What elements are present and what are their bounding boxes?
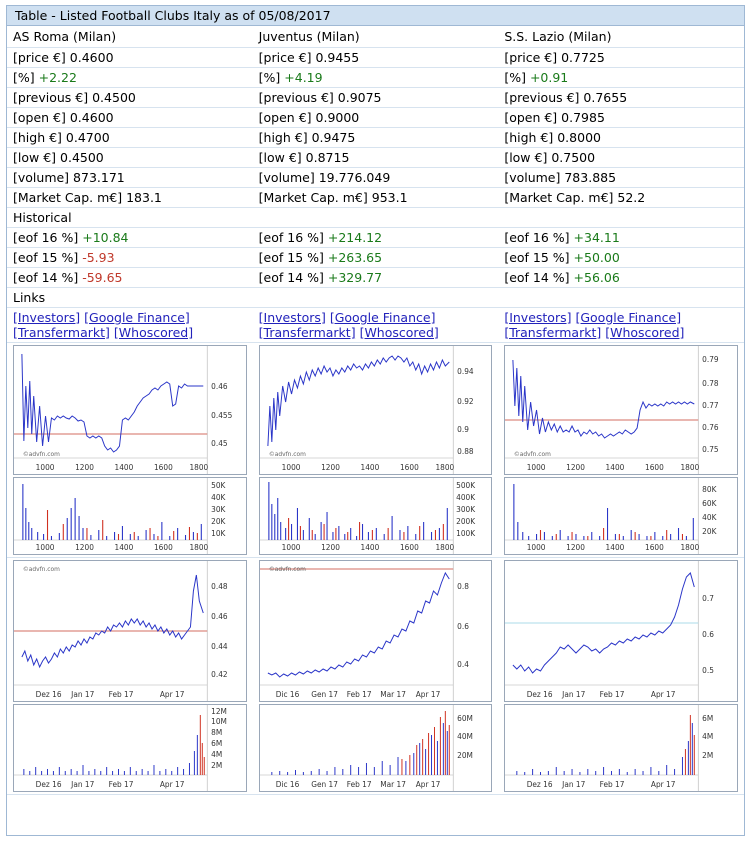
svg-text:1400: 1400 <box>114 542 134 553</box>
svg-text:1200: 1200 <box>320 462 340 473</box>
svg-text:6M: 6M <box>211 738 223 749</box>
low-cell <box>253 148 499 168</box>
svg-text:1600: 1600 <box>153 462 173 473</box>
svg-text:©advfn.com: ©advfn.com <box>268 565 306 574</box>
table-row-high <box>7 128 744 148</box>
svg-text:2M: 2M <box>211 760 223 771</box>
svg-text:0.5: 0.5 <box>702 665 715 676</box>
svg-text:1400: 1400 <box>114 462 134 473</box>
svg-text:©advfn.com: ©advfn.com <box>22 565 60 574</box>
daily-chart-cell-lazio <box>498 558 744 795</box>
market-cap-label: [Market Cap. m€] <box>504 190 614 205</box>
quote-table <box>7 26 744 795</box>
open-value: 0.9000 <box>315 110 360 125</box>
market-cap-value: 52.2 <box>617 190 646 205</box>
intraday-price-chart-roma[interactable] <box>13 345 247 475</box>
svg-text:0.4: 0.4 <box>456 659 469 670</box>
link-investors[interactable]: [Investors] <box>258 310 326 325</box>
table-row-historical-header <box>7 208 744 228</box>
eof14-label: [eof 14 %] <box>13 270 79 285</box>
svg-text:©advfn.com: ©advfn.com <box>268 450 306 459</box>
volume-cell <box>253 168 499 188</box>
percent-cell <box>7 68 253 88</box>
high-label: [high €] <box>504 130 554 145</box>
volume-label: [volume] <box>258 170 315 185</box>
daily-volume-chart-juventus[interactable] <box>259 704 493 792</box>
market-cap-value: 183.1 <box>126 190 162 205</box>
table-row-eof14 <box>7 268 744 288</box>
open-cell <box>253 108 499 128</box>
eof14-value: -59.65 <box>82 270 123 285</box>
svg-text:Jan 17: Jan 17 <box>71 779 95 790</box>
table-row-club-names <box>7 26 744 48</box>
svg-text:Dez 16: Dez 16 <box>527 689 553 700</box>
eof14-label: [eof 14 %] <box>504 270 570 285</box>
svg-text:1600: 1600 <box>645 462 665 473</box>
svg-text:0.48: 0.48 <box>211 581 228 592</box>
low-value: 0.8715 <box>305 150 350 165</box>
section-header-spacer <box>498 288 744 308</box>
table-row-volume <box>7 168 744 188</box>
svg-text:Dic 16: Dic 16 <box>275 689 299 700</box>
eof15-label: [eof 15 %] <box>258 250 324 265</box>
eof15-value: +50.00 <box>573 250 620 265</box>
link-google-finance[interactable]: [Google Finance] <box>329 310 436 325</box>
daily-chart-cell-roma <box>7 558 253 795</box>
eof16-value: +214.12 <box>327 230 383 245</box>
percent-label: [%] <box>13 70 35 85</box>
previous-value: 0.7655 <box>583 90 628 105</box>
quote-table-wrapper <box>7 26 744 795</box>
svg-text:60K: 60K <box>702 498 717 509</box>
eof15-label: [eof 15 %] <box>504 250 570 265</box>
link-transfermarkt[interactable]: [Transfermarkt] <box>258 325 356 340</box>
svg-text:0.7: 0.7 <box>702 593 715 604</box>
link-investors[interactable]: [Investors] <box>504 310 572 325</box>
previous-cell <box>498 88 744 108</box>
svg-text:300K: 300K <box>455 504 475 515</box>
intraday-chart-cell-lazio <box>498 343 744 558</box>
svg-text:10K: 10K <box>211 528 226 539</box>
open-cell <box>498 108 744 128</box>
svg-text:40K: 40K <box>211 492 226 503</box>
link-google-finance[interactable]: [Google Finance] <box>84 310 190 325</box>
link-investors[interactable]: [Investors] <box>13 310 81 325</box>
open-value: 0.4600 <box>69 110 114 125</box>
price-cell <box>253 48 499 68</box>
previous-value: 0.9075 <box>337 90 382 105</box>
market-cap-cell <box>253 188 499 208</box>
eof16-cell <box>498 228 744 248</box>
svg-text:1800: 1800 <box>435 462 454 473</box>
low-label: [low €] <box>258 150 302 165</box>
section-header-spacer <box>253 208 499 228</box>
open-label: [open €] <box>13 110 66 125</box>
svg-text:1400: 1400 <box>360 462 380 473</box>
intraday-volume-chart-juventus[interactable] <box>259 477 493 555</box>
svg-text:0.78: 0.78 <box>702 378 719 389</box>
svg-text:1800: 1800 <box>680 542 700 553</box>
link-transfermarkt[interactable]: [Transfermarkt] <box>13 325 110 340</box>
high-cell <box>253 128 499 148</box>
svg-text:0.79: 0.79 <box>702 354 719 365</box>
svg-text:Dez 16: Dez 16 <box>527 779 553 790</box>
svg-text:0.46: 0.46 <box>211 611 228 622</box>
table-row-previous <box>7 88 744 108</box>
links-line-2 <box>259 325 493 340</box>
link-transfermarkt[interactable]: [Transfermarkt] <box>504 325 602 340</box>
svg-text:0.6: 0.6 <box>456 621 469 632</box>
price-label: [price €] <box>504 50 558 65</box>
eof14-cell <box>253 268 499 288</box>
svg-text:1000: 1000 <box>527 542 546 553</box>
table-row-daily-charts <box>7 558 744 795</box>
svg-text:4M: 4M <box>211 749 223 760</box>
svg-text:1200: 1200 <box>566 462 586 473</box>
svg-text:20K: 20K <box>702 526 717 537</box>
table-row-eof16 <box>7 228 744 248</box>
svg-text:10M: 10M <box>211 716 227 727</box>
price-value: 0.7725 <box>561 50 605 65</box>
eof14-cell <box>7 268 253 288</box>
market-cap-cell <box>7 188 253 208</box>
eof15-cell <box>7 248 253 268</box>
eof15-cell <box>253 248 499 268</box>
eof14-value: +56.06 <box>573 270 620 285</box>
table-row-links-header <box>7 288 744 308</box>
svg-text:0.45: 0.45 <box>211 438 228 449</box>
svg-text:Mar 17: Mar 17 <box>379 689 406 700</box>
links-cell <box>7 308 253 343</box>
eof16-label: [eof 16 %] <box>504 230 570 245</box>
daily-volume-chart-lazio[interactable] <box>504 704 738 792</box>
low-label: [low €] <box>13 150 57 165</box>
svg-text:1600: 1600 <box>399 462 419 473</box>
price-label: [price €] <box>258 50 312 65</box>
club-name-cell: Juventus (Milan) <box>253 26 499 48</box>
table-row-percent <box>7 68 744 88</box>
market-cap-cell <box>498 188 744 208</box>
volume-cell <box>7 168 253 188</box>
svg-text:©advfn.com: ©advfn.com <box>514 450 552 459</box>
high-value: 0.9475 <box>311 130 356 145</box>
links-line-1 <box>259 310 493 325</box>
svg-text:1800: 1800 <box>680 462 700 473</box>
svg-text:0.77: 0.77 <box>702 400 719 411</box>
svg-text:1400: 1400 <box>360 542 380 553</box>
svg-text:100K: 100K <box>455 528 475 539</box>
eof14-label: [eof 14 %] <box>258 270 324 285</box>
table-frame <box>6 5 745 836</box>
svg-text:1600: 1600 <box>399 542 419 553</box>
svg-text:1200: 1200 <box>320 542 340 553</box>
svg-text:80K: 80K <box>702 484 717 495</box>
section-header-historical: Historical <box>7 208 253 228</box>
price-value: 0.4600 <box>69 50 114 65</box>
svg-text:500K: 500K <box>455 480 475 491</box>
svg-text:1400: 1400 <box>605 542 625 553</box>
svg-text:Apr 17: Apr 17 <box>651 779 676 790</box>
svg-text:Jan 17: Jan 17 <box>562 779 586 790</box>
club-name-cell: AS Roma (Milan) <box>7 26 253 48</box>
eof15-cell <box>498 248 744 268</box>
intraday-chart-cell-roma <box>7 343 253 558</box>
svg-text:0.76: 0.76 <box>702 422 719 433</box>
svg-text:1200: 1200 <box>75 542 94 553</box>
intraday-price-chart-juventus[interactable] <box>259 345 493 475</box>
svg-text:Feb 17: Feb 17 <box>108 689 134 700</box>
svg-text:Apr 17: Apr 17 <box>159 689 185 700</box>
svg-text:Feb 17: Feb 17 <box>599 689 625 700</box>
high-cell <box>498 128 744 148</box>
links-cell <box>253 308 499 343</box>
high-value: 0.8000 <box>557 130 601 145</box>
svg-text:0.94: 0.94 <box>456 366 474 377</box>
svg-text:Gen 17: Gen 17 <box>310 689 338 700</box>
links-line-1 <box>13 310 247 325</box>
svg-text:0.42: 0.42 <box>211 669 228 680</box>
previous-cell <box>7 88 253 108</box>
percent-label: [%] <box>258 70 281 85</box>
svg-text:1000: 1000 <box>281 462 301 473</box>
svg-text:400K: 400K <box>455 492 475 503</box>
svg-text:Mar 17: Mar 17 <box>379 779 406 790</box>
svg-text:Apr 17: Apr 17 <box>415 689 440 700</box>
previous-cell <box>253 88 499 108</box>
eof16-value: +10.84 <box>82 230 129 245</box>
svg-text:6M: 6M <box>702 713 714 724</box>
svg-text:1600: 1600 <box>645 542 665 553</box>
svg-text:Jan 17: Jan 17 <box>71 689 95 700</box>
table-row-market-cap <box>7 188 744 208</box>
open-cell <box>7 108 253 128</box>
svg-text:60M: 60M <box>456 713 473 724</box>
links-cell <box>498 308 744 343</box>
section-header-spacer <box>253 288 499 308</box>
table-row-low <box>7 148 744 168</box>
svg-text:Apr 17: Apr 17 <box>159 779 185 790</box>
low-cell <box>498 148 744 168</box>
previous-label: [previous €] <box>258 90 334 105</box>
svg-text:1800: 1800 <box>189 462 209 473</box>
eof16-cell <box>7 228 253 248</box>
daily-chart-cell-juventus <box>253 558 499 795</box>
links-line-2 <box>504 325 738 340</box>
intraday-volume-chart-lazio[interactable] <box>504 477 738 555</box>
open-label: [open €] <box>258 110 312 125</box>
page-title: Table - Listed Football Clubs Italy as of 05/08/2017 <box>7 6 744 26</box>
svg-text:0.75: 0.75 <box>702 444 719 455</box>
table-row-price <box>7 48 744 68</box>
table-row-intraday-charts <box>7 343 744 558</box>
percent-value: +4.19 <box>284 70 323 85</box>
svg-text:©advfn.com: ©advfn.com <box>22 450 60 459</box>
high-label: [high €] <box>13 130 62 145</box>
percent-cell <box>253 68 499 88</box>
high-cell <box>7 128 253 148</box>
svg-text:200K: 200K <box>455 516 475 527</box>
price-cell <box>7 48 253 68</box>
svg-text:20K: 20K <box>211 516 226 527</box>
svg-text:0.6: 0.6 <box>702 629 715 640</box>
daily-price-chart-lazio[interactable] <box>504 560 738 702</box>
eof15-label: [eof 15 %] <box>13 250 79 265</box>
volume-cell <box>498 168 744 188</box>
svg-text:Dez 16: Dez 16 <box>35 779 62 790</box>
high-value: 0.4700 <box>65 130 110 145</box>
svg-text:Dic 16: Dic 16 <box>275 779 299 790</box>
svg-text:4M: 4M <box>702 731 714 742</box>
svg-text:Apr 17: Apr 17 <box>651 689 676 700</box>
svg-text:0.46: 0.46 <box>211 381 228 392</box>
open-value: 0.7985 <box>561 110 605 125</box>
table-row-eof15 <box>7 248 744 268</box>
svg-text:Dez 16: Dez 16 <box>35 689 62 700</box>
section-header-spacer <box>498 208 744 228</box>
low-value: 0.7500 <box>551 150 596 165</box>
section-header-links: Links <box>7 288 253 308</box>
svg-text:Feb 17: Feb 17 <box>599 779 625 790</box>
svg-text:40M: 40M <box>456 731 473 742</box>
eof16-cell <box>253 228 499 248</box>
percent-value: +2.22 <box>38 70 77 85</box>
svg-text:Feb 17: Feb 17 <box>346 689 372 700</box>
svg-text:Feb 17: Feb 17 <box>108 779 134 790</box>
svg-text:1000: 1000 <box>281 542 301 553</box>
svg-text:0.9: 0.9 <box>456 424 469 435</box>
market-cap-label: [Market Cap. m€] <box>13 190 123 205</box>
svg-text:Jan 17: Jan 17 <box>562 689 586 700</box>
svg-text:1800: 1800 <box>189 542 209 553</box>
eof16-label: [eof 16 %] <box>13 230 79 245</box>
svg-text:0.88: 0.88 <box>456 446 474 457</box>
link-whoscored[interactable]: [Whoscored] <box>359 325 439 340</box>
svg-text:8M: 8M <box>211 727 223 738</box>
svg-text:0.92: 0.92 <box>456 396 474 407</box>
eof15-value: +263.65 <box>327 250 383 265</box>
price-value: 0.9455 <box>315 50 360 65</box>
svg-text:0.455: 0.455 <box>211 410 233 421</box>
percent-label: [%] <box>504 70 526 85</box>
daily-volume-chart-roma[interactable] <box>13 704 247 792</box>
svg-text:Feb 17: Feb 17 <box>346 779 372 790</box>
intraday-chart-cell-juventus <box>253 343 499 558</box>
market-cap-value: 953.1 <box>371 190 408 205</box>
percent-value: +0.91 <box>529 70 569 85</box>
svg-text:1000: 1000 <box>527 462 546 473</box>
svg-text:1200: 1200 <box>75 462 94 473</box>
high-label: [high €] <box>258 130 308 145</box>
svg-text:50K: 50K <box>211 480 226 491</box>
link-google-finance[interactable]: [Google Finance] <box>575 310 682 325</box>
svg-text:1600: 1600 <box>153 542 173 553</box>
svg-text:Gen 17: Gen 17 <box>310 779 338 790</box>
eof15-value: -5.93 <box>82 250 115 265</box>
eof16-label: [eof 16 %] <box>258 230 324 245</box>
svg-text:1800: 1800 <box>435 542 454 553</box>
volume-label: [volume] <box>504 170 561 185</box>
percent-cell <box>498 68 744 88</box>
svg-text:0.8: 0.8 <box>456 581 469 592</box>
intraday-volume-chart-roma[interactable] <box>13 477 247 555</box>
eof16-value: +34.11 <box>573 230 620 245</box>
svg-text:1000: 1000 <box>35 542 55 553</box>
low-cell <box>7 148 253 168</box>
svg-text:20M: 20M <box>456 750 473 761</box>
volume-value: 873.171 <box>73 170 125 185</box>
table-row-open <box>7 108 744 128</box>
low-value: 0.4500 <box>60 150 104 165</box>
volume-value: 783.885 <box>564 170 617 185</box>
previous-value: 0.4500 <box>92 90 136 105</box>
club-name-cell: S.S. Lazio (Milan) <box>498 26 744 48</box>
low-label: [low €] <box>504 150 548 165</box>
eof14-value: +329.77 <box>327 270 383 285</box>
svg-text:2M: 2M <box>702 750 714 761</box>
previous-label: [previous €] <box>504 90 580 105</box>
daily-price-chart-juventus[interactable] <box>259 560 493 702</box>
intraday-price-chart-lazio[interactable] <box>504 345 738 475</box>
svg-text:12M: 12M <box>211 706 227 717</box>
link-whoscored[interactable]: [Whoscored] <box>113 325 194 340</box>
volume-value: 19.776.049 <box>318 170 391 185</box>
svg-text:1200: 1200 <box>566 542 586 553</box>
price-label: [price €] <box>13 50 66 65</box>
svg-text:30K: 30K <box>211 504 226 515</box>
daily-price-chart-roma[interactable] <box>13 560 247 702</box>
open-label: [open €] <box>504 110 558 125</box>
link-whoscored[interactable]: [Whoscored] <box>605 325 685 340</box>
links-line-1 <box>504 310 738 325</box>
links-line-2 <box>13 325 247 340</box>
volume-label: [volume] <box>13 170 70 185</box>
svg-text:1400: 1400 <box>605 462 625 473</box>
svg-text:Apr 17: Apr 17 <box>415 779 440 790</box>
previous-label: [previous €] <box>13 90 89 105</box>
svg-text:0.44: 0.44 <box>211 641 228 652</box>
svg-text:40K: 40K <box>702 512 717 523</box>
price-cell <box>498 48 744 68</box>
eof14-cell <box>498 268 744 288</box>
market-cap-label: [Market Cap. m€] <box>258 190 368 205</box>
svg-text:1000: 1000 <box>35 462 55 473</box>
table-row-links <box>7 308 744 343</box>
